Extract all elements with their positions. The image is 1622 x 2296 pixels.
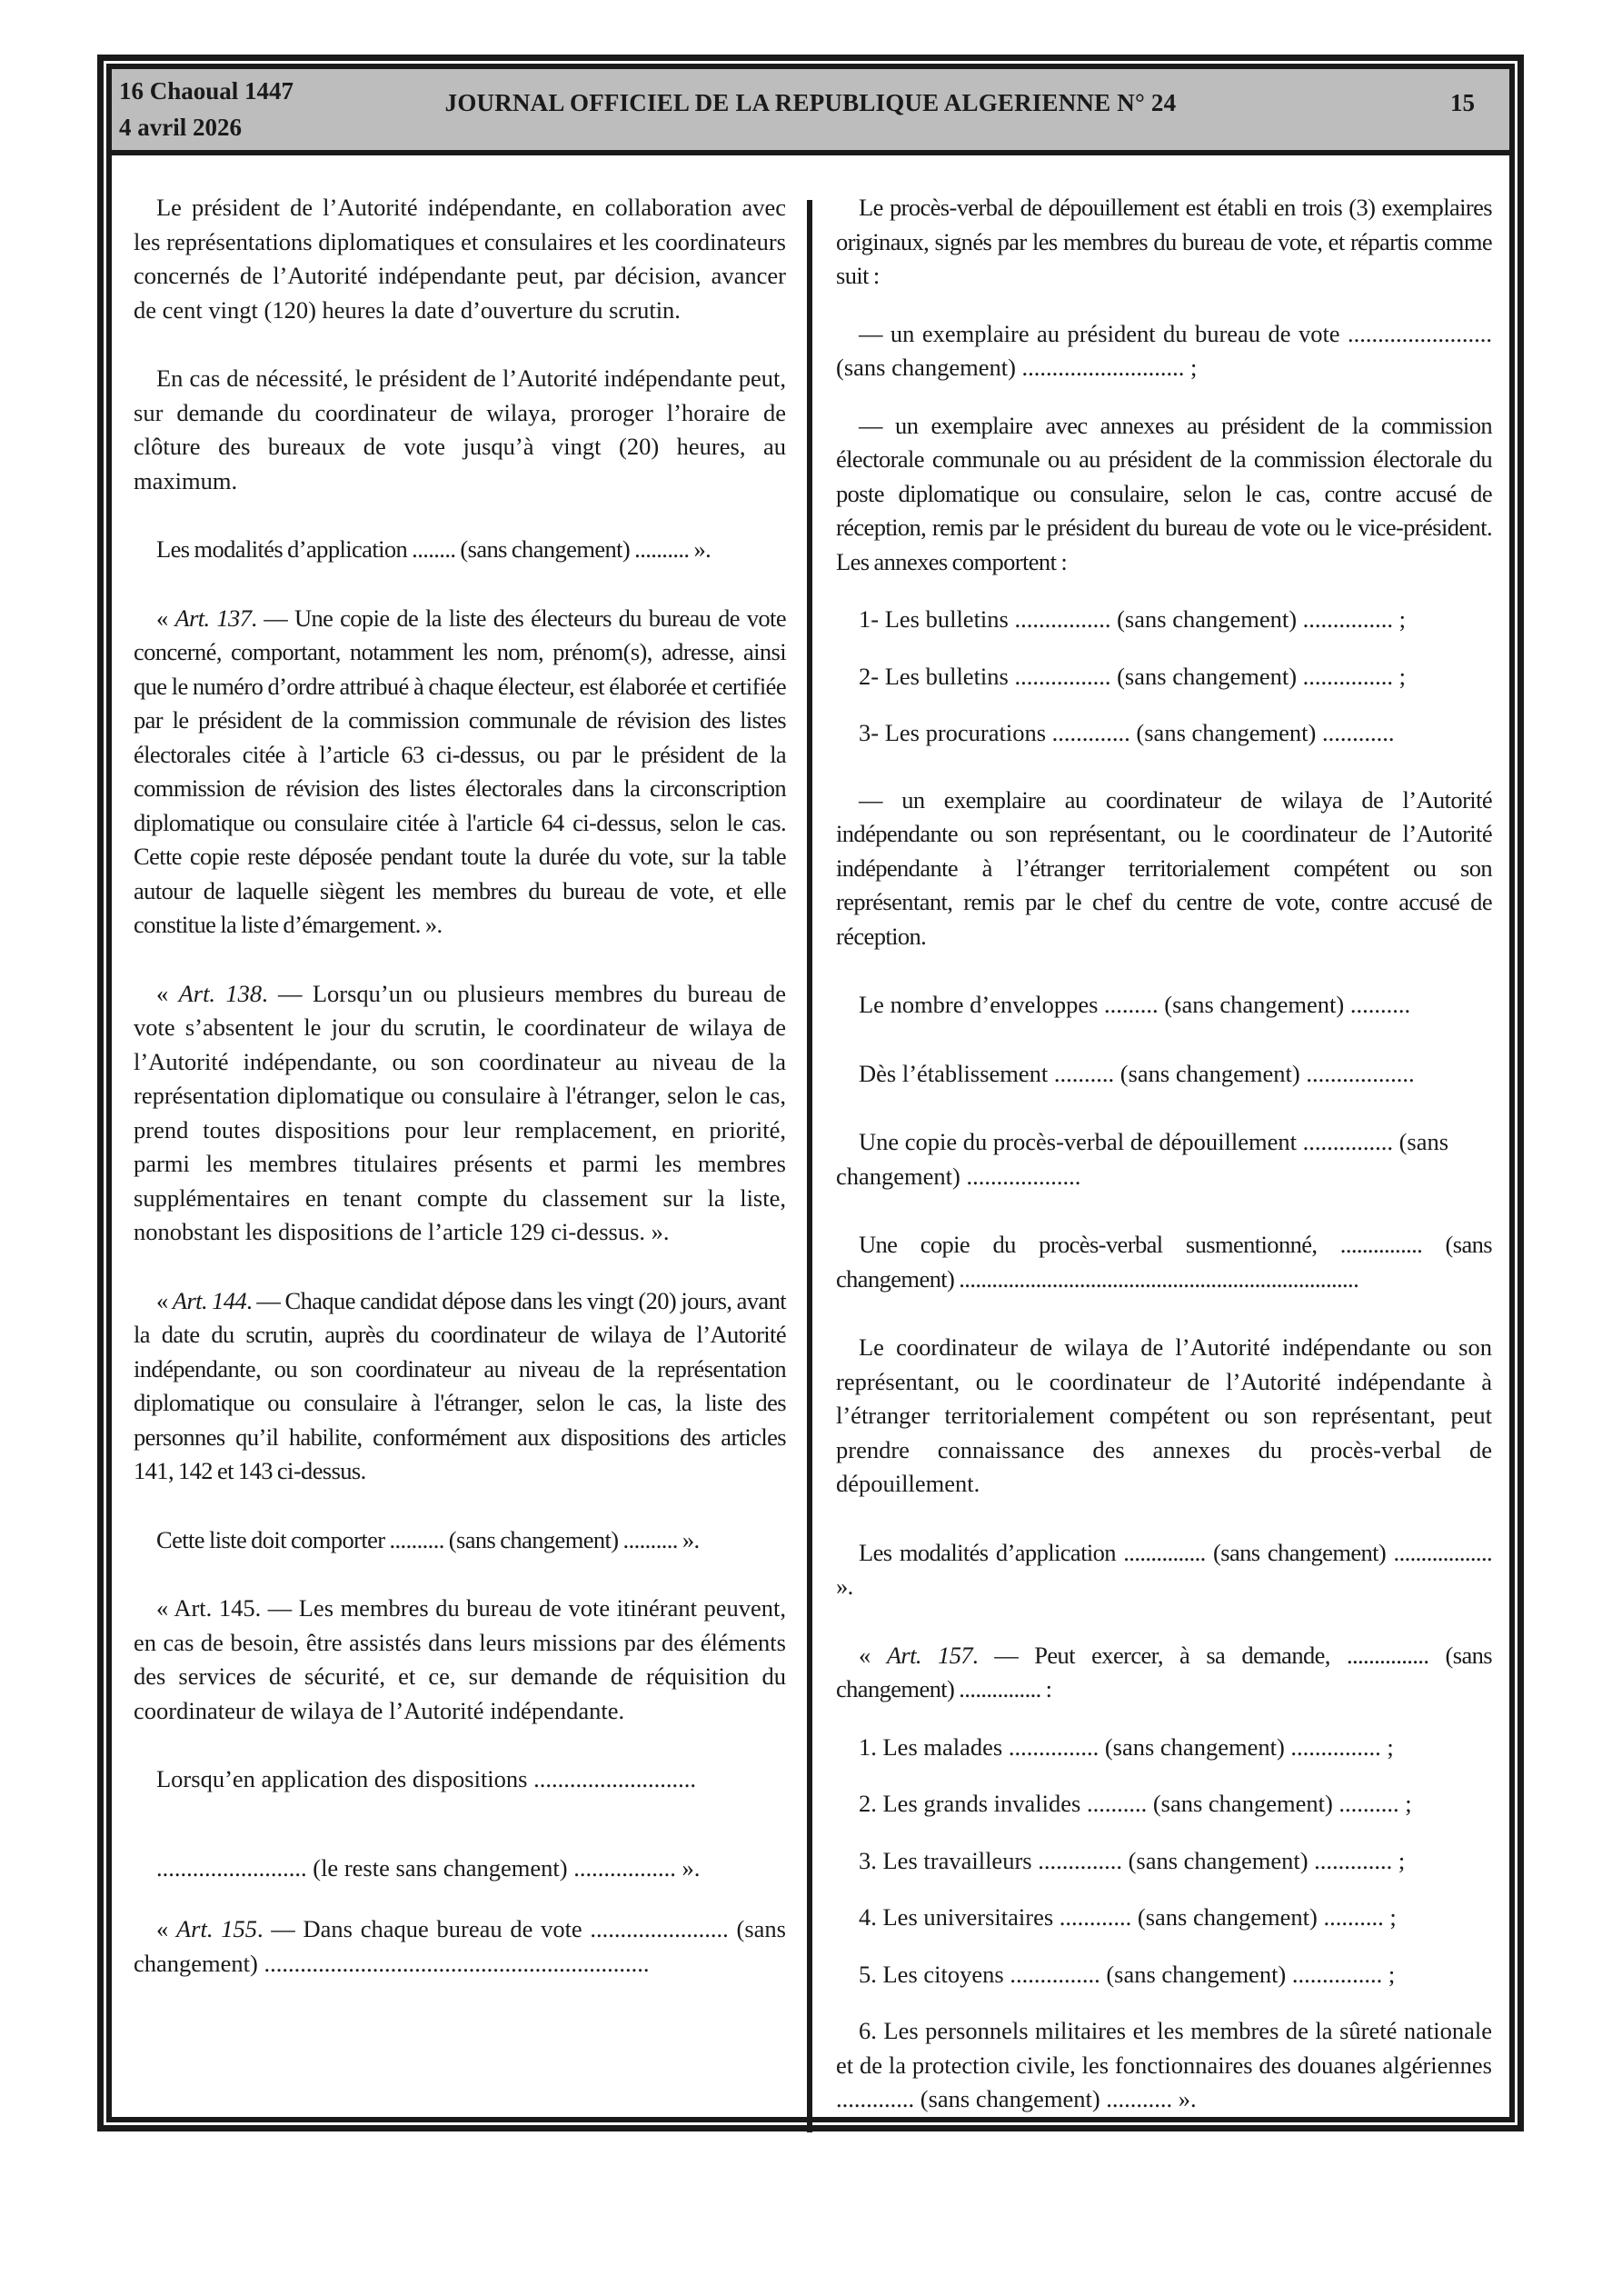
paragraph: Le procès-verbal de dépouillement est établi en trois (3) exemplaires originaux, signés par les membres du bureau de vote, et répartis comme suit :	[836, 194, 1492, 289]
category-item: 6. Les personnels militaires et les membres de la sûreté nationale et de la protection civile, les fonctionnaires des douanes algériennes ............. (sans changement) ........... ».	[836, 2017, 1492, 2112]
category-item: 1. Les malades ............... (sans changement) ............... ;	[859, 1732, 1394, 1761]
article-label: Art. 138	[178, 979, 263, 1007]
annex-item: 3- Les procurations ............. (sans changement) ............	[859, 719, 1395, 746]
category-item: 3. Les travailleurs .............. (sans changement) ............. ;	[859, 1846, 1406, 1874]
article-label: Art. 155	[175, 1915, 257, 1942]
paragraph: Les modalités d’application ............... (sans changement) .................. ».	[836, 1538, 1492, 1600]
annex-item: 1- Les bulletins ................ (sans changement) ............... ;	[859, 605, 1407, 633]
hijri-date: 16 Chaoual 1447	[119, 77, 294, 105]
paragraph: — un exemplaire au président du bureau de vote ........................ (sans changement) ........................... ;	[836, 319, 1492, 381]
paragraph: Le nombre d’enveloppes ......... (sans changement) ..........	[859, 991, 1411, 1018]
article-144: « Art. 144. — Chaque candidat dépose dans les vingt (20) jours, avant la date du scrutin, auprès du coordinateur de wilaya de l’Autorité indépendante, ou son coordinateur au niveau de la représentation diplomatique ou consulaire à l'étranger, selon le cas, la liste des personnes qu’il habilite, conformément aux dispositions des articles 141, 142 et 143 ci-dessus.	[134, 1286, 786, 1484]
paragraph: ......................... (le reste sans changement) ................. ».	[156, 1853, 701, 1882]
paragraph: — un exemplaire avec annexes au président de la commission électorale communale ou au président de la commission électorale du poste diplomatique ou consulaire, selon le cas, contre accusé de réception, remis par le président du bureau de vote ou le vice-président. Les annexes comportent :	[836, 411, 1492, 575]
article-137: « Art. 137. — Une copie de la liste des électeurs du bureau de vote concerné, comportant, notamment les nom, prénom(s), adresse, ainsi que le numéro d’ordre attribué à chaque électeur, est élaborée et certifiée par le président de la commission communale de révision des listes électorales citée à l’article 63 ci-dessus, ou par le président de la commission de révision des listes électorales dans la circonscription diplomatique ou consulaire citée à l'article 64 ci-dessus, selon le cas. Cette copie reste déposée pendant toute la durée du vote, sur la table autour de laquelle siègent les membres du bureau de vote, et elle constitue la liste d’émargement. ».	[134, 604, 786, 938]
paragraph: Le coordinateur de wilaya de l’Autorité indépendante ou son représentant, ou le coordinateur de l’Autorité indépendante à l’étranger territorialement compétent ou son représentant, peut prendre connaissance des annexes du procès-verbal de dépouillement.	[836, 1333, 1492, 1497]
article-label: Art. 157	[886, 1641, 973, 1669]
category-item: 2. Les grands invalides .......... (sans changement) .......... ;	[859, 1790, 1412, 1817]
article-138: « Art. 138. — Lorsqu’un ou plusieurs membres du bureau de vote s’absentent le jour du scrutin, le coordinateur de wilaya de l’Autorité indépendante, ou son coordinateur au niveau de la représentation diplomatique ou consulaire à l'étranger, selon le cas, prend toutes dispositions pour leur remplacement, en priorité, parmi les membres titulaires présents et parmi les membres supplémentaires en tenant compte du classement sur la liste, nonobstant les dispositions de l’article 129 ci-dessus. ».	[134, 979, 786, 1245]
paragraph: Une copie du procès-verbal susmentionné, ............... (sans changement) .........................................................................	[836, 1231, 1492, 1293]
paragraph: Lorsqu’en application des dispositions ...........................	[156, 1765, 696, 1792]
journal-title: JOURNAL OFFICIEL DE LA REPUBLIQUE ALGERIENNE N° 24	[444, 89, 1177, 116]
paragraph: — un exemplaire au coordinateur de wilaya de l’Autorité indépendante ou son représentant, ou le coordinateur de l’Autorité indépendante à l’étranger territorialement compétent ou son représentant, remis par le chef du centre de vote, contre accusé de réception.	[836, 785, 1492, 950]
category-item: 4. Les universitaires ............ (sans changement) .......... ;	[859, 1903, 1397, 1931]
right-column	[836, 191, 1492, 2151]
paragraph: En cas de nécessité, le président de l’Autorité indépendante peut, sur demande du coordinateur de wilaya, proroger l’horaire de clôture des bureaux de vote jusqu’à vingt (20) heures, au maximum.	[134, 364, 786, 494]
journal-header	[112, 69, 1509, 155]
paragraph: Une copie du procès-verbal de dépouillement ............... (sans changement) ...................	[836, 1128, 1449, 1190]
paragraph: Cette liste doit comporter .......... (sans changement) .......... ».	[156, 1525, 700, 1553]
category-item: 5. Les citoyens ............... (sans changement) ............... ;	[859, 1960, 1396, 1988]
column-divider	[807, 200, 812, 2132]
paragraph: Le président de l’Autorité indépendante, en collaboration avec les représentations diplomatiques et consulaires et les coordinateurs concernés de l’Autorité indépendante peut, par décision, avancer de cent vingt (120) heures la date d’ouverture du scrutin.	[134, 194, 786, 324]
article-label: Art. 137	[174, 604, 252, 632]
paragraph: Dès l’établissement .......... (sans changement) ..................	[859, 1059, 1415, 1087]
page-number: 15	[1450, 89, 1475, 116]
article-145: « Art. 145. — Les membres du bureau de vote itinérant peuvent, en cas de besoin, être assistés dans leurs missions par des éléments des services de sécurité, et ce, sur demande de réquisition du coordinateur de wilaya de l’Autorité indépendante.	[134, 1594, 786, 1724]
article-155: « Art. 155. — Dans chaque bureau de vote ....................... (sans changement) ................................................................	[134, 1915, 786, 1977]
gregorian-date: 4 avril 2026	[119, 114, 242, 141]
article-label: Art. 144	[172, 1286, 247, 1314]
annex-item: 2- Les bulletins ................ (sans changement) ............... ;	[859, 662, 1407, 690]
left-column	[134, 191, 786, 2015]
article-157: « Art. 157. — Peut exercer, à sa demande, ............... (sans changement) ............... :	[836, 1641, 1492, 1702]
paragraph: Les modalités d’application ........ (sans changement) .......... ».	[156, 535, 711, 563]
